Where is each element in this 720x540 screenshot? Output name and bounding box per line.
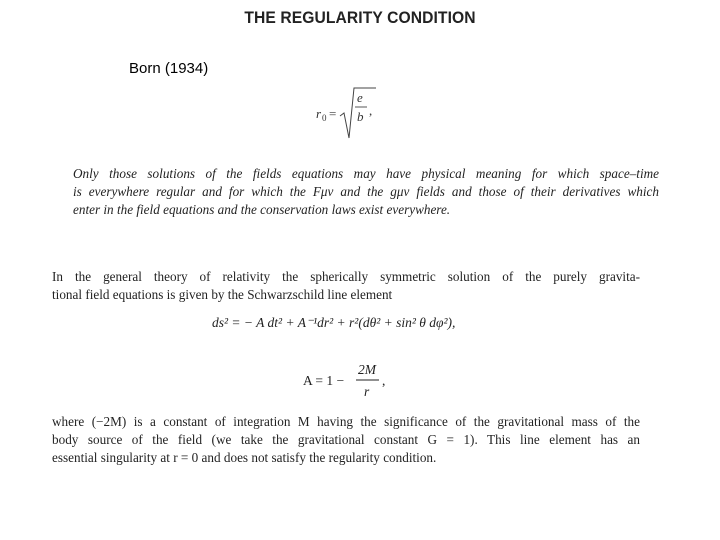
equation-A-lhs: A = 1 − [303,373,345,388]
slide-title: THE REGULARITY CONDITION [244,8,476,27]
svg-text:,: , [369,103,373,118]
quote-line-2: is everywhere regular and for which the Fμν and the gμν fields and those of their derivatives which [73,184,659,199]
conclusion-line-2: body source of the field (we take the gravitational constant G = 1). This line element has an [52,432,640,447]
svg-text:0: 0 [322,113,327,123]
intro-line-1: In the general theory of relativity the spherically symmetric solution of the purely gravita- [52,269,640,284]
conclusion-line-1: where (−2M) is a constant of integration M having the significance of the gravitational mass of the [52,414,640,429]
intro-line-2: tional field equations is given by the Schwarzschild line element [52,287,393,302]
equation-r0-denominator: b [357,109,364,124]
schwarzschild-intro [52,268,640,304]
conclusion-line-3: essential singularity at r = 0 and does not satisfy the regularity condition. [52,450,437,465]
reference-citation: Born (1934) [129,60,209,77]
born-quote [73,165,659,219]
svg-text:,: , [382,373,386,388]
equation-A [303,358,393,402]
quote-line-1: Only those solutions of the fields equations may have physical meaning for which space–time [73,166,659,181]
equation-r0-lhs: r [316,106,322,121]
equation-r0 [316,86,376,146]
svg-text:=: = [329,106,337,121]
equation-A-numerator: 2M [358,362,376,377]
schwarzschild-line-element: ds² = − A dt² + A⁻¹dr² + r²(dθ² + sin² θ dφ²), [212,315,456,330]
quote-line-3: enter in the field equations and the conservation laws exist everywhere. [73,202,451,217]
schwarzschild-conclusion [52,413,640,467]
equation-A-denominator: r [364,384,370,399]
equation-r0-numerator: e [357,90,363,105]
